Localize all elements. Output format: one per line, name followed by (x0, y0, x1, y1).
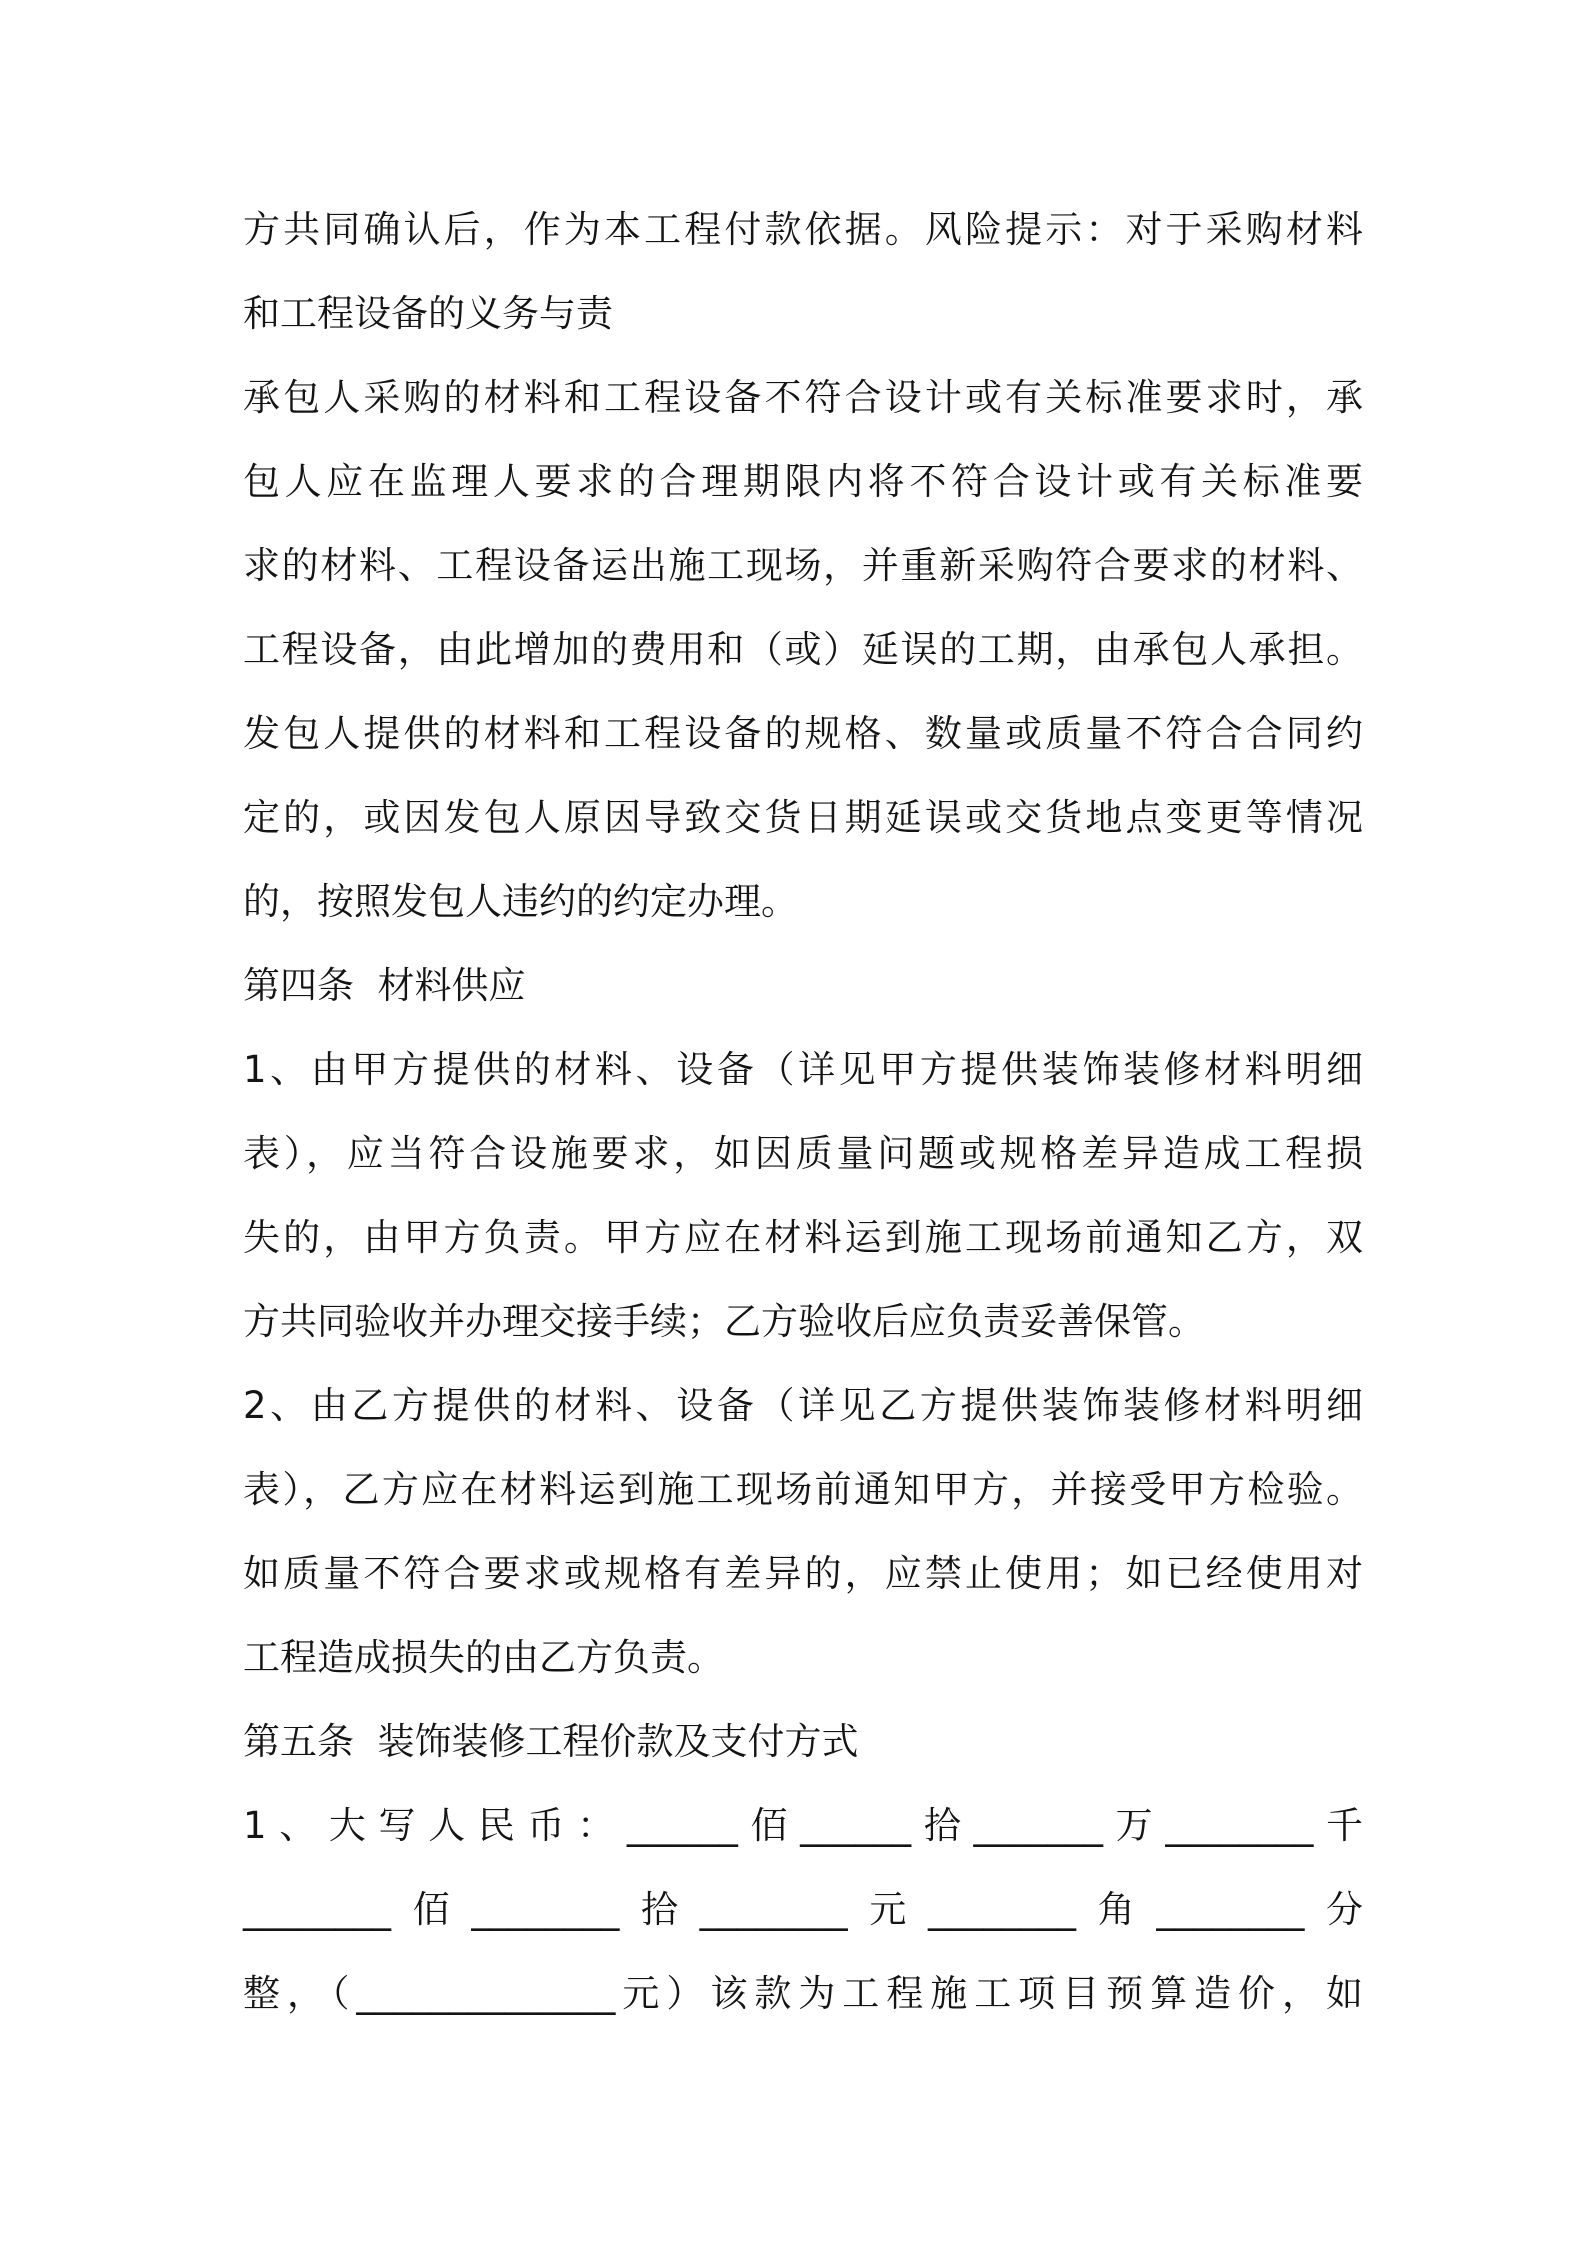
text-line: 工程设备，由此增加的费用和（或）延误的工期，由承包人承担。 (243, 628, 1363, 671)
text-line: 如质量不符合要求或规格有差异的，应禁止使用；如已经使用对 (243, 1552, 1363, 1595)
text-line: 和工程设备的义务与责 (243, 292, 613, 335)
text-line: 失的，由甲方负责。甲方应在材料运到施工现场前通知乙方，双 (243, 1216, 1363, 1259)
text-line: 表），应当符合设施要求，如因质量问题或规格差异造成工程损 (243, 1132, 1363, 1175)
text-line: 的，按照发包人违约的约定办理。 (243, 880, 798, 923)
section-heading: 第四条 材料供应 (243, 964, 526, 1007)
text-line: 定的，或因发包人原因导致交货日期延误或交货地点变更等情况 (243, 796, 1363, 839)
text-line: 整，（______________元）该款为工程施工项目预算造价，如 (243, 1972, 1363, 2015)
text-line: 方共同验收并办理交接手续；乙方验收后应负责妥善保管。 (243, 1300, 1205, 1343)
text-line: 工程造成损失的由乙方负责。 (243, 1636, 724, 1679)
text-line: ________佰________拾________元________角________分 (243, 1888, 1363, 1931)
text-line: 1、大写人民币：______佰______拾_______万________千 (243, 1804, 1363, 1847)
section-heading: 第五条 装饰装修工程价款及支付方式 (243, 1720, 859, 1763)
text-line: 2、由乙方提供的材料、设备（详见乙方提供装饰装修材料明细 (243, 1384, 1363, 1427)
text-line: 包人应在监理人要求的合理期限内将不符合设计或有关标准要 (243, 460, 1363, 503)
text-line: 1、由甲方提供的材料、设备（详见甲方提供装饰装修材料明细 (243, 1048, 1363, 1091)
text-line: 求的材料、工程设备运出施工现场，并重新采购符合要求的材料、 (243, 544, 1363, 587)
text-line: 承包人采购的材料和工程设备不符合设计或有关标准要求时，承 (243, 376, 1363, 419)
text-line: 方共同确认后，作为本工程付款依据。风险提示：对于采购材料 (243, 208, 1363, 251)
text-line: 表），乙方应在材料运到施工现场前通知甲方，并接受甲方检验。 (243, 1468, 1363, 1511)
text-line: 发包人提供的材料和工程设备的规格、数量或质量不符合合同约 (243, 712, 1363, 755)
